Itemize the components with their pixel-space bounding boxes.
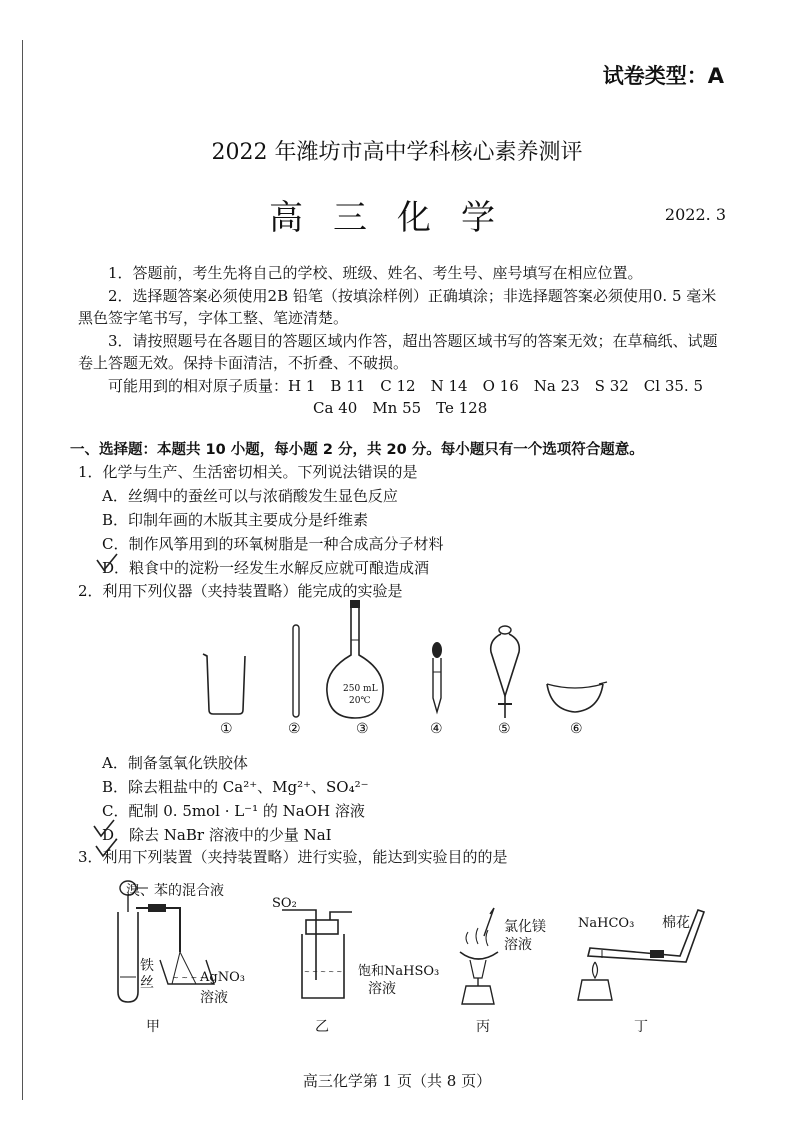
instructions [78,262,728,420]
q2-option-c: C．配制 0. 5mol · L⁻¹ 的 NaOH 溶液 [102,802,365,820]
jia-agno3-label: AgNO₃ [200,970,245,985]
apparatus-label-yi: 乙 [315,1019,329,1035]
section-title: 一、选择题：本题共 10 小题，每小题 2 分，共 20 分。每小题只有一个选项符合题意。 [70,442,644,458]
instrument-label-3: ③ [356,721,369,737]
separatory-funnel-icon [491,626,520,718]
q1-stem: 1．化学与生产、生活密切相关。下列说法错误的是 [78,463,418,481]
instruction-3: 3．请按照题号在各题目的答题区域内作答，超出答题区域书写的答案无效；在草稿纸、试题卷上答题无效。保持卡面清洁，不折叠、不破损。 [78,331,718,372]
q2-stem: 2．利用下列仪器（夹持装置略）能完成的实验是 [78,582,403,600]
apparatus-label-bing: 丙 [476,1019,490,1035]
q1-option-b: B．印制年画的木版其主要成分是纤维素 [102,511,369,529]
instruction-2: 2．选择题答案必须使用2B 铅笔（按填涂样例）正确填涂；非选择题答案必须使用0. 5 毫米黑色签字笔书写，字体工整、笔迹清楚。 [78,286,717,327]
apparatus-yi-figure [282,900,362,1005]
jia-iron-label-2: 丝 [140,975,154,991]
atomic-mass-line-1: 可能用到的相对原子质量：H 1 B 11 C 12 N 14 O 16 Na 23 S 32 Cl 35. 5 [108,376,703,395]
page-footer: 高三化学第 1 页（共 8 页） [302,1072,492,1090]
instruments-figure [195,600,615,720]
exam-date: 2022. 3 [664,205,726,224]
apparatus-label-ding: 丁 [634,1019,648,1035]
check-mark-icon [95,552,119,576]
instrument-label-5: ⑤ [498,721,511,737]
q1-option-a: A．丝绸中的蚕丝可以与浓硝酸发生显色反应 [102,487,398,505]
ding-nahco3-label: NaHCO₃ [578,916,635,931]
jia-solution-label: 溶液 [200,990,228,1006]
svg-text:~ ~ ~ ~: ~ ~ ~ ~ [172,973,207,982]
flask-temp-label: 20℃ [349,696,371,706]
apparatus-label-jia: 甲 [146,1019,160,1035]
dropper-icon [432,642,442,712]
beaker-icon [203,654,245,714]
yi-solution-label: 溶液 [368,981,396,997]
svg-text:~ ~ ~ ~ ~: ~ ~ ~ ~ ~ [304,968,343,976]
flask-volume-label: 250 mL [343,684,378,694]
q1-option-d: D．粮食中的淀粉一经发生水解反应就可酿造成酒 [102,559,430,577]
yi-nahso3-label: 饱和NaHSO₃ [358,964,440,979]
ding-cotton-label: 棉花 [662,915,690,931]
jia-iron-label-1: 铁 [140,958,154,974]
q2-option-d: D．除去 NaBr 溶液中的少量 NaI [102,826,332,844]
instrument-label-6: ⑥ [570,721,583,737]
q2-option-a: A．制备氢氧化铁胶体 [102,754,248,772]
paper-type: 试卷类型：A [602,64,724,88]
glass-rod-icon [293,625,299,717]
evaporating-dish-icon [547,682,607,712]
instruction-1: 1．答题前，考生先将自己的学校、班级、姓名、考生号、座号填写在相应位置。 [108,264,643,282]
subject-title: 高三化学 [269,198,525,238]
instrument-label-4: ④ [430,721,443,737]
jia-top-label: 溴、苯的混合液 [126,883,224,899]
bing-mgcl-label: 氯化镁 [504,919,546,935]
q3-stem: 3．利用下列装置（夹持装置略）进行实验，能达到实验目的的是 [78,848,508,866]
instrument-label-1: ① [220,721,233,737]
atomic-mass-line-2: Ca 40 Mn 55 Te 128 [313,399,488,417]
q1-option-c: C．制作风筝用到的环氧树脂是一种合成高分子材料 [102,535,444,553]
q2-option-b: B．除去粗盐中的 Ca²⁺、Mg²⁺、SO₄²⁻ [102,778,369,796]
apparatus-ding-figure [570,890,710,1010]
yi-so2-label: SO₂ [272,896,297,911]
bing-solution-label: 溶液 [504,937,532,953]
exam-title: 2022 年潍坊市高中学科核心素养测评 [211,140,583,165]
instrument-label-2: ② [288,721,301,737]
